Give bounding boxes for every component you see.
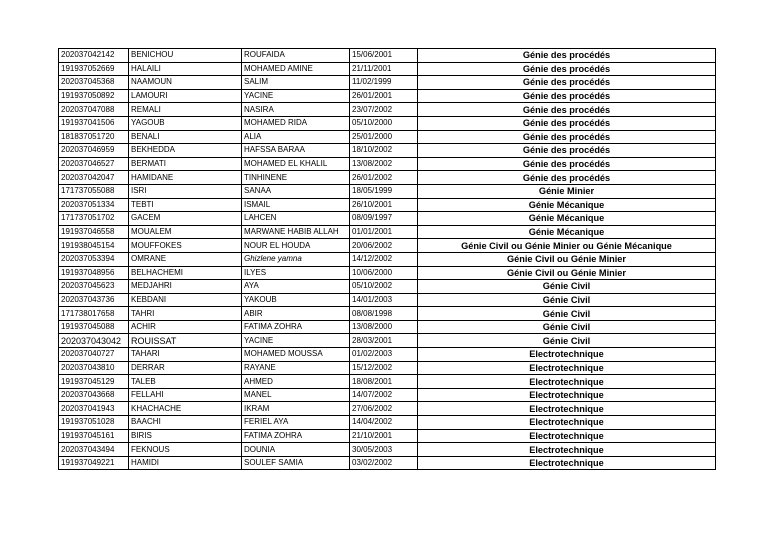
specialty-cell: Génie Civil	[418, 293, 716, 307]
first-name-cell: NOUR EL HOUDA	[242, 239, 350, 253]
first-name-cell: YACINE	[242, 89, 350, 103]
last-name-cell: KEBDANI	[129, 293, 242, 307]
last-name-cell: DERRAR	[129, 361, 242, 375]
student-id-cell: 202037043810	[59, 361, 129, 375]
specialty-cell: Génie Civil	[418, 307, 716, 321]
table-row	[59, 266, 716, 280]
birth-date-cell: 23/07/2002	[350, 103, 418, 117]
last-name-cell: BERMATI	[129, 157, 242, 171]
last-name-cell: KHACHACHE	[129, 402, 242, 416]
student-id-cell: 202037045368	[59, 76, 129, 90]
last-name-cell: OMRANE	[129, 252, 242, 266]
student-id-cell: 171738017658	[59, 307, 129, 321]
last-name-cell: MOUALEM	[129, 225, 242, 239]
specialty-cell: Electrotechnique	[418, 348, 716, 362]
table-row	[59, 89, 716, 103]
specialty-cell: Génie des procédés	[418, 171, 716, 185]
first-name-cell: ROUFAIDA	[242, 49, 350, 63]
birth-date-cell: 21/11/2001	[350, 62, 418, 76]
table-row	[59, 416, 716, 430]
specialty-cell: Génie des procédés	[418, 103, 716, 117]
specialty-cell: Génie des procédés	[418, 62, 716, 76]
first-name-cell: MOHAMED RIDA	[242, 116, 350, 130]
first-name-cell: YACINE	[242, 334, 350, 348]
birth-date-cell: 14/12/2002	[350, 252, 418, 266]
first-name-cell: HAFSSA BARAA	[242, 144, 350, 158]
student-id-cell: 191937046558	[59, 225, 129, 239]
first-name-cell: LAHCEN	[242, 212, 350, 226]
birth-date-cell: 26/10/2001	[350, 198, 418, 212]
birth-date-cell: 26/01/2001	[350, 89, 418, 103]
student-id-cell: 202037047088	[59, 103, 129, 117]
student-id-cell: 202037043494	[59, 443, 129, 457]
first-name-cell: FERIEL AYA	[242, 416, 350, 430]
birth-date-cell: 13/08/2000	[350, 320, 418, 334]
birth-date-cell: 26/01/2002	[350, 171, 418, 185]
specialty-cell: Electrotechnique	[418, 375, 716, 389]
specialty-cell: Génie Mécanique	[418, 225, 716, 239]
birth-date-cell: 21/10/2001	[350, 429, 418, 443]
specialty-cell: Génie des procédés	[418, 76, 716, 90]
birth-date-cell: 11/02/1999	[350, 76, 418, 90]
last-name-cell: HAMIDI	[129, 456, 242, 470]
birth-date-cell: 13/08/2002	[350, 157, 418, 171]
specialty-cell: Génie Civil	[418, 320, 716, 334]
first-name-cell: FATIMA ZOHRA	[242, 429, 350, 443]
first-name-cell: RAYANE	[242, 361, 350, 375]
birth-date-cell: 01/01/2001	[350, 225, 418, 239]
birth-date-cell: 30/05/2003	[350, 443, 418, 457]
student-id-cell: 202037046527	[59, 157, 129, 171]
student-id-cell: 202037042047	[59, 171, 129, 185]
table-row	[59, 198, 716, 212]
table-row	[59, 157, 716, 171]
last-name-cell: BEKHEDDA	[129, 144, 242, 158]
last-name-cell: REMALI	[129, 103, 242, 117]
specialty-cell: Génie Mécanique	[418, 212, 716, 226]
first-name-cell: NASIRA	[242, 103, 350, 117]
birth-date-cell: 28/03/2001	[350, 334, 418, 348]
last-name-cell: NAAMOUN	[129, 76, 242, 90]
table-row	[59, 307, 716, 321]
student-id-cell: 191937052669	[59, 62, 129, 76]
specialty-cell: Génie Mécanique	[418, 198, 716, 212]
specialty-cell: Génie des procédés	[418, 130, 716, 144]
last-name-cell: ROUISSAT	[129, 334, 242, 348]
birth-date-cell: 03/02/2002	[350, 456, 418, 470]
student-id-cell: 202037040727	[59, 348, 129, 362]
first-name-cell: Ghizlene yamna	[242, 252, 350, 266]
table-row	[59, 130, 716, 144]
last-name-cell: GACEM	[129, 212, 242, 226]
table-row	[59, 456, 716, 470]
specialty-cell: Electrotechnique	[418, 361, 716, 375]
first-name-cell: MOHAMED AMINE	[242, 62, 350, 76]
student-id-cell: 191938045154	[59, 239, 129, 253]
last-name-cell: YAGOUB	[129, 116, 242, 130]
first-name-cell: AHMED	[242, 375, 350, 389]
table-row	[59, 239, 716, 253]
last-name-cell: LAMOURI	[129, 89, 242, 103]
last-name-cell: BIRIS	[129, 429, 242, 443]
first-name-cell: MOHAMED MOUSSA	[242, 348, 350, 362]
specialty-cell: Electrotechnique	[418, 456, 716, 470]
student-id-cell: 202037053394	[59, 252, 129, 266]
birth-date-cell: 08/09/1997	[350, 212, 418, 226]
table-row	[59, 280, 716, 294]
last-name-cell: BAACHI	[129, 416, 242, 430]
first-name-cell: ISMAIL	[242, 198, 350, 212]
birth-date-cell: 14/04/2002	[350, 416, 418, 430]
first-name-cell: SALIM	[242, 76, 350, 90]
specialty-cell: Electrotechnique	[418, 429, 716, 443]
specialty-cell: Génie des procédés	[418, 49, 716, 63]
last-name-cell: TALEB	[129, 375, 242, 389]
table-row	[59, 76, 716, 90]
first-name-cell: ABIR	[242, 307, 350, 321]
table-row	[59, 443, 716, 457]
birth-date-cell: 14/01/2003	[350, 293, 418, 307]
student-assignment-table	[58, 48, 716, 470]
last-name-cell: ACHIR	[129, 320, 242, 334]
student-id-cell: 202037045623	[59, 280, 129, 294]
first-name-cell: MARWANE HABIB ALLAH	[242, 225, 350, 239]
table-row	[59, 252, 716, 266]
student-id-cell: 191937045161	[59, 429, 129, 443]
first-name-cell: MOHAMED EL KHALIL	[242, 157, 350, 171]
student-id-cell: 202037041943	[59, 402, 129, 416]
last-name-cell: HAMIDANE	[129, 171, 242, 185]
birth-date-cell: 15/12/2002	[350, 361, 418, 375]
student-id-cell: 191937045088	[59, 320, 129, 334]
student-id-cell: 191937041506	[59, 116, 129, 130]
specialty-cell: Génie des procédés	[418, 116, 716, 130]
last-name-cell: MEDJAHRI	[129, 280, 242, 294]
birth-date-cell: 25/01/2000	[350, 130, 418, 144]
birth-date-cell: 14/07/2002	[350, 388, 418, 402]
student-id-cell: 202037043042	[59, 334, 129, 348]
birth-date-cell: 18/08/2001	[350, 375, 418, 389]
student-id-cell: 202037046959	[59, 144, 129, 158]
last-name-cell: BELHACHEMI	[129, 266, 242, 280]
birth-date-cell: 18/05/1999	[350, 184, 418, 198]
table-row	[59, 361, 716, 375]
specialty-cell: Génie Civil	[418, 334, 716, 348]
specialty-cell: Electrotechnique	[418, 388, 716, 402]
first-name-cell: SOULEF SAMIA	[242, 456, 350, 470]
first-name-cell: YAKOUB	[242, 293, 350, 307]
student-id-cell: 191937049221	[59, 456, 129, 470]
birth-date-cell: 01/02/2003	[350, 348, 418, 362]
birth-date-cell: 10/06/2000	[350, 266, 418, 280]
first-name-cell: SANAA	[242, 184, 350, 198]
last-name-cell: BENICHOU	[129, 49, 242, 63]
first-name-cell: DOUNIA	[242, 443, 350, 457]
specialty-cell: Génie des procédés	[418, 89, 716, 103]
last-name-cell: ISRI	[129, 184, 242, 198]
table-row	[59, 388, 716, 402]
student-id-cell: 202037043668	[59, 388, 129, 402]
last-name-cell: MOUFFOKES	[129, 239, 242, 253]
last-name-cell: BENALI	[129, 130, 242, 144]
birth-date-cell: 05/10/2002	[350, 280, 418, 294]
last-name-cell: TAHRI	[129, 307, 242, 321]
table-row	[59, 225, 716, 239]
student-id-cell: 171737051702	[59, 212, 129, 226]
specialty-cell: Génie Civil ou Génie Minier ou Génie Mécanique	[418, 239, 716, 253]
first-name-cell: IKRAM	[242, 402, 350, 416]
specialty-cell: Génie Civil ou Génie Minier	[418, 252, 716, 266]
student-id-cell: 191937048956	[59, 266, 129, 280]
table-body	[59, 49, 716, 470]
last-name-cell: TAHARI	[129, 348, 242, 362]
table-row	[59, 171, 716, 185]
specialty-cell: Génie des procédés	[418, 144, 716, 158]
table-row	[59, 293, 716, 307]
last-name-cell: FEKNOUS	[129, 443, 242, 457]
table-row	[59, 62, 716, 76]
table-row	[59, 103, 716, 117]
specialty-cell: Génie Civil	[418, 280, 716, 294]
table-row	[59, 184, 716, 198]
student-id-cell: 191937045129	[59, 375, 129, 389]
specialty-cell: Electrotechnique	[418, 416, 716, 430]
specialty-cell: Electrotechnique	[418, 443, 716, 457]
table-row	[59, 144, 716, 158]
student-id-cell: 171737055088	[59, 184, 129, 198]
student-id-cell: 191937050892	[59, 89, 129, 103]
specialty-cell: Electrotechnique	[418, 402, 716, 416]
table-row	[59, 320, 716, 334]
table-row	[59, 212, 716, 226]
table-row	[59, 116, 716, 130]
first-name-cell: ILYES	[242, 266, 350, 280]
table-row	[59, 375, 716, 389]
birth-date-cell: 20/06/2002	[350, 239, 418, 253]
specialty-cell: Génie Civil ou Génie Minier	[418, 266, 716, 280]
table-row	[59, 49, 716, 63]
student-id-cell: 191937051028	[59, 416, 129, 430]
student-id-cell: 202037051334	[59, 198, 129, 212]
student-id-cell: 202037043736	[59, 293, 129, 307]
table-row	[59, 429, 716, 443]
birth-date-cell: 08/08/1998	[350, 307, 418, 321]
first-name-cell: AYA	[242, 280, 350, 294]
first-name-cell: MANEL	[242, 388, 350, 402]
last-name-cell: FELLAHI	[129, 388, 242, 402]
first-name-cell: ALIA	[242, 130, 350, 144]
birth-date-cell: 27/06/2002	[350, 402, 418, 416]
student-id-cell: 181837051720	[59, 130, 129, 144]
birth-date-cell: 18/10/2002	[350, 144, 418, 158]
last-name-cell: TEBTI	[129, 198, 242, 212]
student-id-cell: 202037042142	[59, 49, 129, 63]
specialty-cell: Génie des procédés	[418, 157, 716, 171]
first-name-cell: TINHINENE	[242, 171, 350, 185]
table-row	[59, 334, 716, 348]
birth-date-cell: 05/10/2000	[350, 116, 418, 130]
birth-date-cell: 15/06/2001	[350, 49, 418, 63]
first-name-cell: FATIMA ZOHRA	[242, 320, 350, 334]
table-row	[59, 402, 716, 416]
table-row	[59, 348, 716, 362]
specialty-cell: Génie Minier	[418, 184, 716, 198]
last-name-cell: HALAILI	[129, 62, 242, 76]
